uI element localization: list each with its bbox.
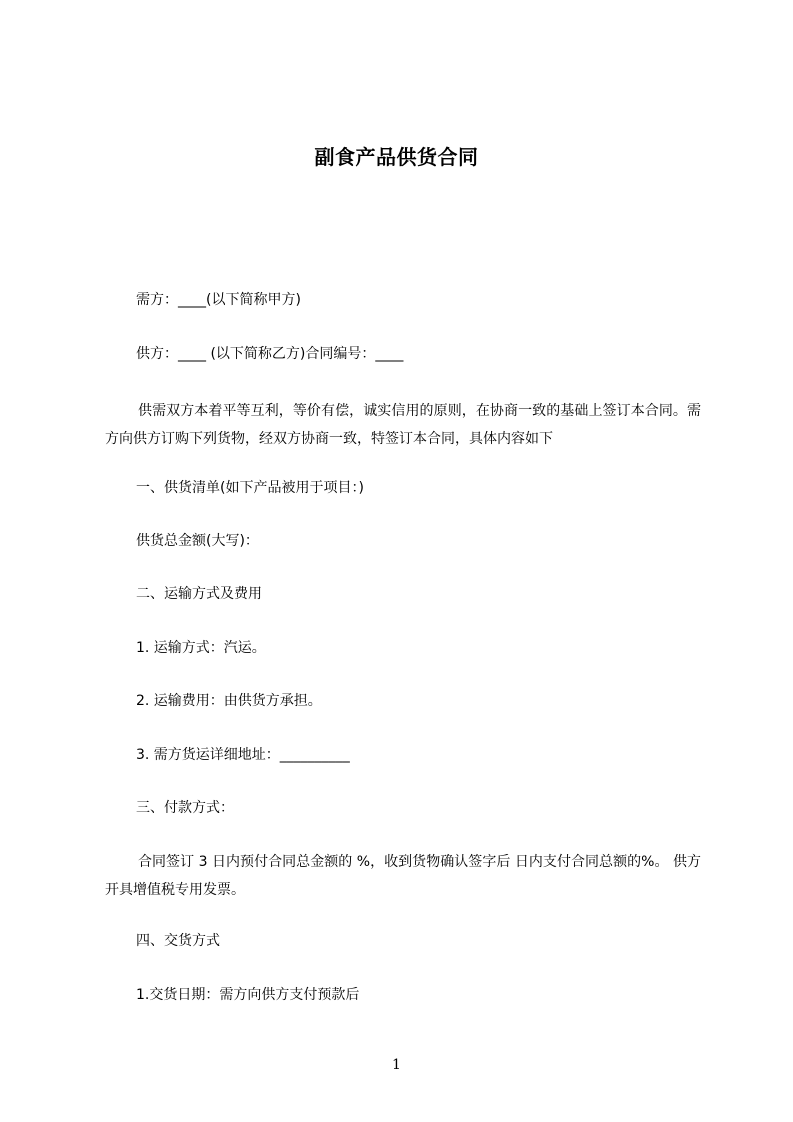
delivery-date-item: 1.交货日期：需方向供方支付预款后 — [136, 987, 360, 1003]
payment-paragraph: 合同签订 3 日内预付合同总金额的 %，收到货物确认签字后 日内支付合同总额的%。 供方开具增值税专用发票。 — [105, 854, 701, 898]
supplier-line: 供方：____ (以下简称乙方)合同编号：____ — [136, 346, 404, 362]
total-amount-line: 供货总金额(大写)： — [136, 533, 259, 549]
intro-paragraph: 供需双方本着平等互利，等价有偿，诚实信用的原则，在协商一致的基础上签订本合同。需方向供方订购下列货物，经双方协商一致，特签订本合同，具体内容如下 — [105, 403, 701, 447]
transport-cost-item: 2. 运输费用：由供货方承担。 — [136, 693, 322, 709]
transport-method-item: 1. 运输方式：汽运。 — [136, 640, 266, 656]
section-3-heading: 三、付款方式： — [136, 800, 234, 816]
page-number: 1 — [392, 1057, 401, 1073]
buyer-line: 需方：____(以下简称甲方) — [136, 292, 301, 308]
section-1-heading: 一、供货清单(如下产品被用于项目：) — [136, 480, 364, 496]
section-4-heading: 四、交货方式 — [136, 933, 220, 949]
delivery-address-item: 3. 需方货运详细地址：__________ — [136, 747, 350, 763]
section-2-heading: 二、运输方式及费用 — [136, 586, 262, 602]
document-title: 副食产品供货合同 — [314, 145, 479, 169]
